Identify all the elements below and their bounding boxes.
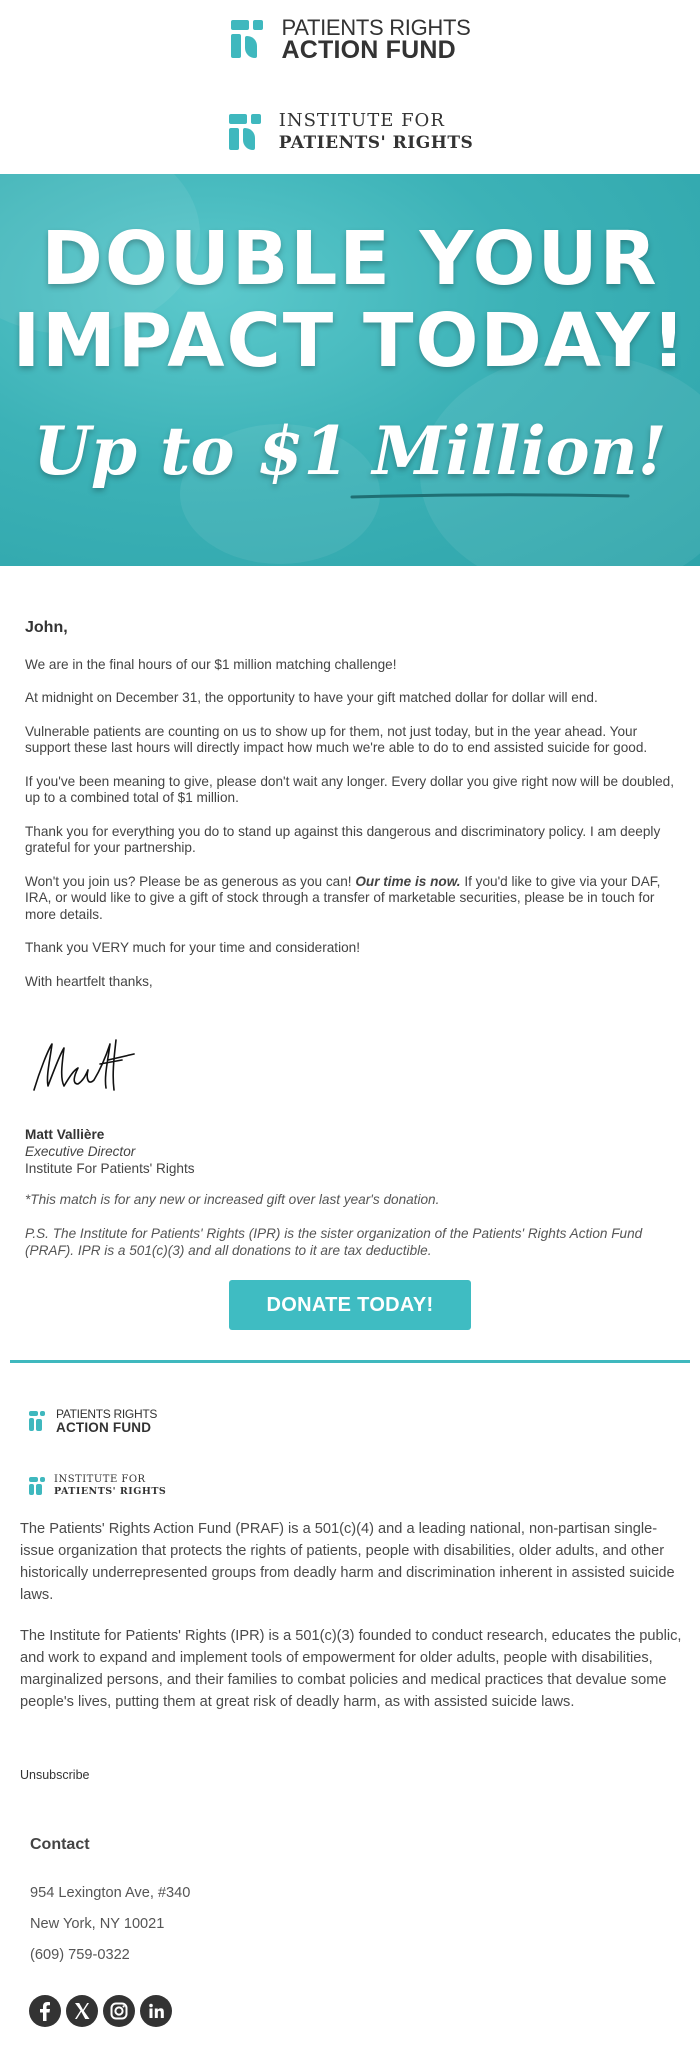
letter-paragraph: Vulnerable patients are counting on us to show up for them, not just today, but in the year ahead. Your support these last hours will directly impact how much we're able to do to end assisted suicide for good. bbox=[25, 723, 648, 755]
our-time-is-now: Our time is now. bbox=[355, 873, 461, 889]
x-icon[interactable] bbox=[66, 1995, 98, 2027]
praf-logo-line1: PATIENTS RIGHTS bbox=[281, 15, 471, 40]
footer-ipr-mark-icon bbox=[28, 1475, 50, 1497]
match-note: *This match is for any new or increased gift over last year's donation. bbox=[25, 1192, 440, 1207]
hero-underline-swash bbox=[350, 492, 630, 500]
social-links bbox=[29, 1995, 172, 2027]
postscript: P.S. The Institute for Patients' Rights (IPR) is the sister organization of the Patients' Rights Action Fund (PRAF). IPR is a 501(c)(3) and all donations to it are tax deductible. bbox=[25, 1226, 643, 1258]
contact-address-line1: 954 Lexington Ave, #340 bbox=[30, 1885, 191, 1901]
hero-headline-line2: IMPACT TODAY! bbox=[12, 298, 688, 384]
letter-body bbox=[25, 620, 675, 1007]
letter-paragraph: Thank you VERY much for your time and consideration! bbox=[25, 940, 360, 955]
letter-greeting: John, bbox=[25, 619, 68, 636]
handwritten-signature bbox=[30, 1030, 140, 1100]
hero-headline-line1: DOUBLE YOUR bbox=[41, 216, 659, 302]
footer-praf-line1: PATIENTS RIGHTS bbox=[56, 1407, 158, 1421]
divider bbox=[10, 1360, 690, 1363]
unsubscribe-link[interactable]: Unsubscribe bbox=[20, 1768, 90, 1782]
contact-address-line2: New York, NY 10021 bbox=[30, 1916, 165, 1932]
footer-praf-logo[interactable] bbox=[28, 1408, 157, 1434]
instagram-icon[interactable] bbox=[103, 1995, 135, 2027]
hero-banner bbox=[0, 174, 700, 566]
signer-title: Executive Director bbox=[25, 1144, 136, 1159]
praf-logo-line2: ACTION FUND bbox=[281, 36, 456, 64]
letter-paragraph: We are in the final hours of our $1 million matching challenge! bbox=[25, 656, 397, 672]
footer-praf-mark-icon bbox=[28, 1409, 52, 1433]
footer-ipr-line1: INSTITUTE FOR bbox=[54, 1474, 146, 1485]
donate-button[interactable]: DONATE TODAY! bbox=[229, 1280, 471, 1330]
join-us-text: Won't you join us? Please be as generous as you can! bbox=[25, 873, 356, 889]
praf-logo[interactable] bbox=[0, 0, 700, 62]
ipr-logo-line1: INSTITUTE FOR bbox=[278, 110, 445, 131]
ipr-logo-line2: PATIENTS' RIGHTS bbox=[278, 133, 474, 153]
ipr-logo-mark-icon bbox=[227, 110, 271, 154]
signer-name: Matt Vallière bbox=[25, 1127, 105, 1142]
letter-paragraph: If you've been meaning to give, please don't wait any longer. Every dollar you give right now will be doubled, up to a combined total of $1 million. bbox=[25, 773, 675, 805]
hero-subline: Up to $1 Million! bbox=[33, 412, 667, 490]
giving-options-text: If you'd like to give via your DAF, IRA, or would like to give a gift of stock through a transfer of marketable securities, please be in touch for more details. bbox=[25, 873, 661, 922]
letter-paragraph: Thank you for everything you do to stand up against this dangerous and discriminatory policy. I am deeply grateful for your partnership. bbox=[25, 823, 661, 855]
contact-heading: Contact bbox=[30, 1836, 90, 1853]
letter-paragraph: At midnight on December 31, the opportunity to have your gift matched dollar for dollar will end. bbox=[25, 690, 598, 705]
ipr-logo[interactable] bbox=[0, 102, 700, 162]
letter-closing: With heartfelt thanks, bbox=[25, 973, 153, 989]
facebook-icon[interactable] bbox=[29, 1995, 61, 2027]
footer-praf-line2: ACTION FUND bbox=[56, 1420, 152, 1435]
linkedin-icon[interactable] bbox=[140, 1995, 172, 2027]
footer-ipr-line2: PATIENTS' RIGHTS bbox=[54, 1486, 167, 1497]
about-ipr: The Institute for Patients' Rights (IPR) is a 501(c)(3) founded to conduct research, educates the public, and work to expand and implement tools of empowerment for older adults, people with disabilities, marginalized persons, and their families to combat policies and medical practices that devalue some people's lives, putting them at great risk of deadly harm, as with assisted suicide laws. bbox=[20, 1628, 682, 1710]
footer-ipr-logo[interactable] bbox=[28, 1474, 166, 1498]
signature-block bbox=[25, 1126, 195, 1177]
about-praf: The Patients' Rights Action Fund (PRAF) is a 501(c)(4) and a leading national, non-partisan single-issue organization that protects the rights of patients, people with disabilities, older adults, and other historically underrepresented groups from deadly harm and discrimination inherent in assisted suicide laws. bbox=[20, 1521, 675, 1603]
praf-logo-mark-icon bbox=[229, 16, 275, 62]
signer-org: Institute For Patients' Rights bbox=[25, 1161, 195, 1176]
letter-paragraph-join-us bbox=[25, 874, 675, 924]
contact-phone[interactable]: (609) 759-0322 bbox=[30, 1947, 130, 1963]
